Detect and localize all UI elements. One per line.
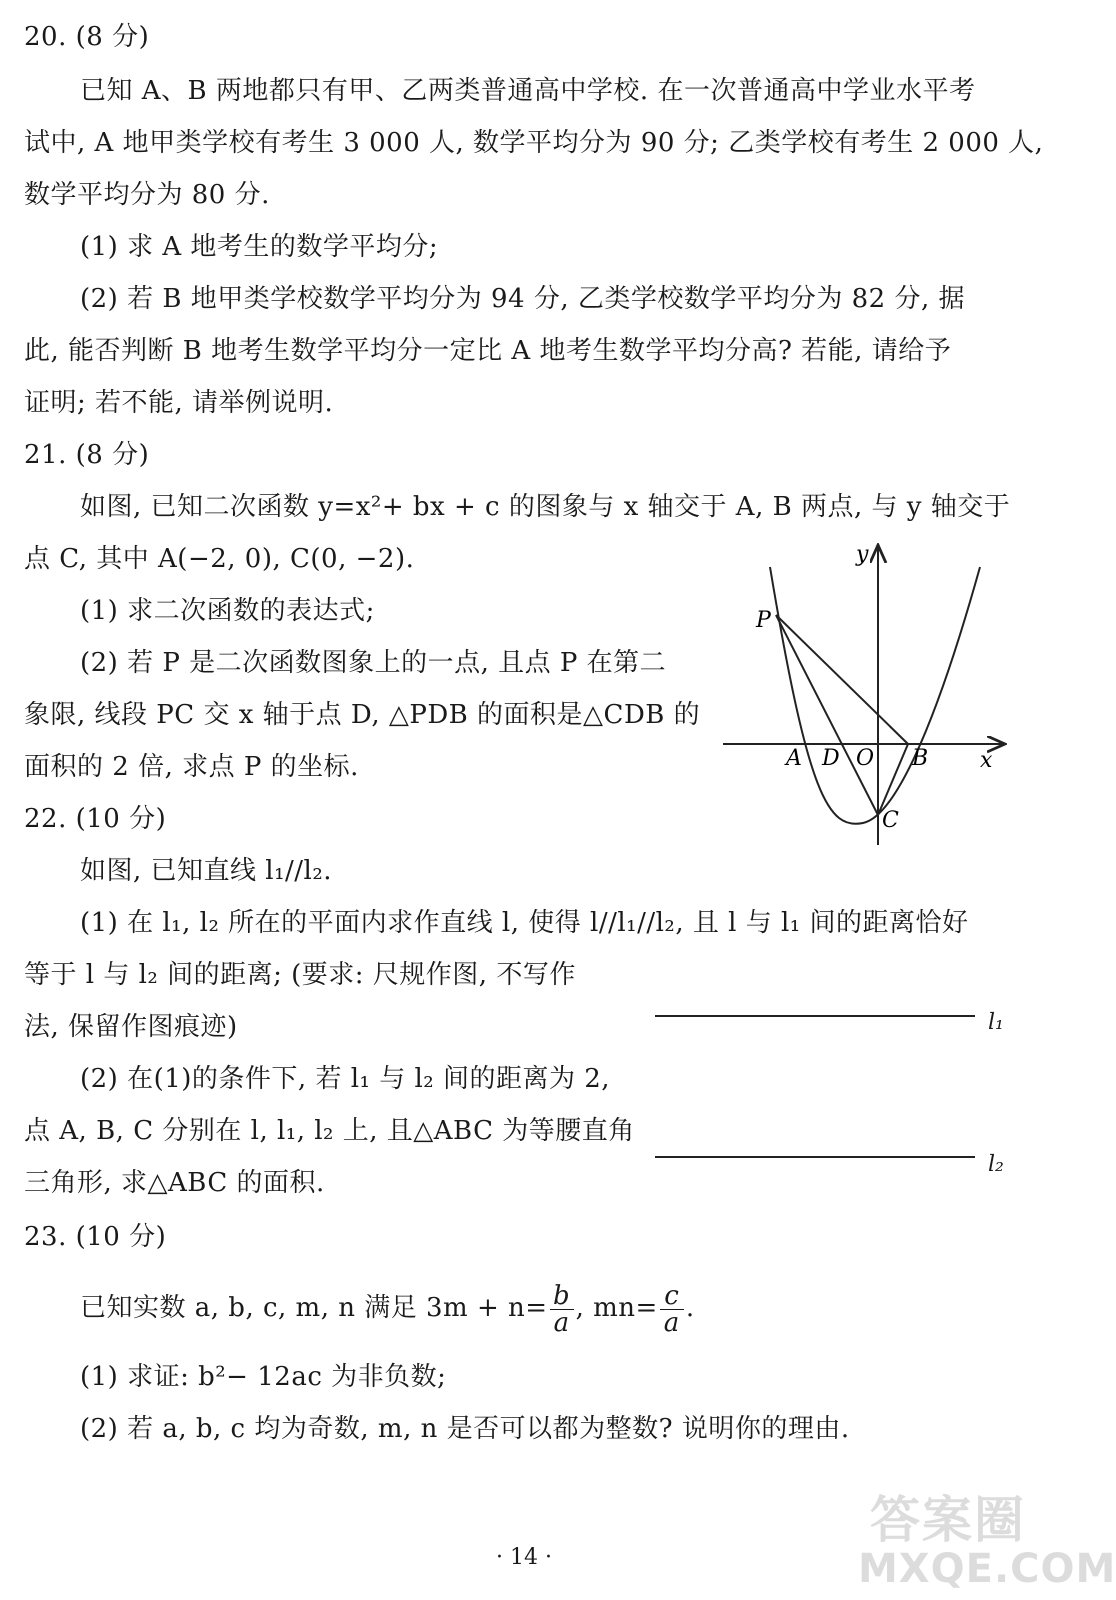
label-l1: l₁ [988, 1010, 1004, 1035]
q21-subq2-line2: 象限, 线段 PC 交 x 轴于点 D, △PDB 的面积是△CDB 的 [24, 700, 701, 730]
label-x: x [980, 748, 993, 773]
q22-subq1-line3: 法, 保留作图痕迹) [24, 1012, 238, 1042]
watermark-logo [850, 1478, 1116, 1593]
q22-heading: 22. (10 分) [24, 804, 167, 834]
q22-text-line1: 如图, 已知直线 l₁//l₂. [80, 856, 333, 886]
label-p: P [756, 608, 771, 633]
label-d: D [822, 746, 840, 771]
q23-text-mid: , mn= [575, 1293, 658, 1323]
q22-subq1-line2: 等于 l 与 l₂ 间的距离; (要求: 尺规作图, 不写作 [24, 960, 576, 990]
watermark-bottom-text: MXQE.COM [858, 1546, 1116, 1592]
q23-subq1: (1) 求证: b²− 12ac 为非负数; [80, 1362, 447, 1392]
q20-text-line2: 试中, A 地甲类学校有考生 3 000 人, 数学平均分为 90 分; 乙类学校有考生 2 000 人, [24, 128, 1044, 158]
page-number: · 14 · [496, 1545, 552, 1570]
q23-subq2: (2) 若 a, b, c 均为奇数, m, n 是否可以都为整数? 说明你的理由. [80, 1414, 850, 1444]
fraction-b-den: a [550, 1309, 574, 1336]
q20-subq1: (1) 求 A 地考生的数学平均分; [80, 232, 439, 262]
fraction-c-num: c [664, 1280, 680, 1311]
label-c: C [882, 808, 899, 833]
q21-text-line2: 点 C, 其中 A(−2, 0), C(0, −2). [24, 544, 415, 574]
q23-heading: 23. (10 分) [24, 1222, 167, 1252]
q20-subq2-line2: 此, 能否判断 B 地考生数学平均分一定比 A 地考生数学平均分高? 若能, 请给予 [24, 336, 952, 366]
label-o: O [856, 746, 875, 771]
segment-pc [776, 615, 878, 815]
label-l2: l₂ [988, 1152, 1004, 1177]
q20-subq2-line1: (2) 若 B 地甲类学校数学平均分为 94 分, 乙类学校数学平均分为 82 分, 据 [80, 284, 966, 314]
q20-heading: 20. (8 分) [24, 22, 150, 52]
q22-subq2-line3: 三角形, 求△ABC 的面积. [24, 1168, 325, 1198]
fraction-b-num: b [552, 1280, 571, 1311]
label-y: y [856, 542, 869, 567]
q22-subq1-line1: (1) 在 l₁, l₂ 所在的平面内求作直线 l, 使得 l//l₁//l₂, 且 l 与 l₁ 间的距离恰好 [80, 908, 969, 938]
label-b: B [912, 746, 929, 771]
q20-subq2-line3: 证明; 若不能, 请举例说明. [24, 388, 334, 418]
q20-text-line1: 已知 A、B 两地都只有甲、乙两类普通高中学校. 在一次普通高中学业水平考 [80, 76, 976, 106]
watermark-top-text: 答案圈 [870, 1491, 1026, 1549]
q23-text-pre: 已知实数 a, b, c, m, n 满足 3m + n= [80, 1293, 548, 1323]
line-l2 [655, 1156, 975, 1158]
q22-subq2-line2: 点 A, B, C 分别在 l, l₁, l₂ 上, 且△ABC 为等腰直角 [24, 1116, 635, 1146]
q23-text-line1 [80, 1278, 695, 1338]
q23-text-end: . [685, 1293, 695, 1323]
parabola-figure [718, 535, 1018, 850]
q21-heading: 21. (8 分) [24, 440, 150, 470]
q21-text-line1: 如图, 已知二次函数 y=x²+ bx + c 的图象与 x 轴交于 A, B 两点, 与 y 轴交于 [80, 492, 1011, 522]
label-a: A [786, 746, 802, 771]
segment-pb [776, 615, 908, 744]
fraction-c-over-a [660, 1280, 684, 1338]
line-l1 [655, 1015, 975, 1017]
q22-subq2-line1: (2) 在(1)的条件下, 若 l₁ 与 l₂ 间的距离为 2, [80, 1064, 611, 1094]
q21-subq2-line3: 面积的 2 倍, 求点 P 的坐标. [24, 752, 359, 782]
fraction-b-over-a [550, 1280, 574, 1338]
q21-subq1: (1) 求二次函数的表达式; [80, 596, 375, 626]
q21-subq2-line1: (2) 若 P 是二次函数图象上的一点, 且点 P 在第二 [80, 648, 667, 678]
parabola-curve [770, 567, 980, 824]
fraction-c-den: a [660, 1309, 684, 1336]
q20-text-line3: 数学平均分为 80 分. [24, 180, 270, 210]
